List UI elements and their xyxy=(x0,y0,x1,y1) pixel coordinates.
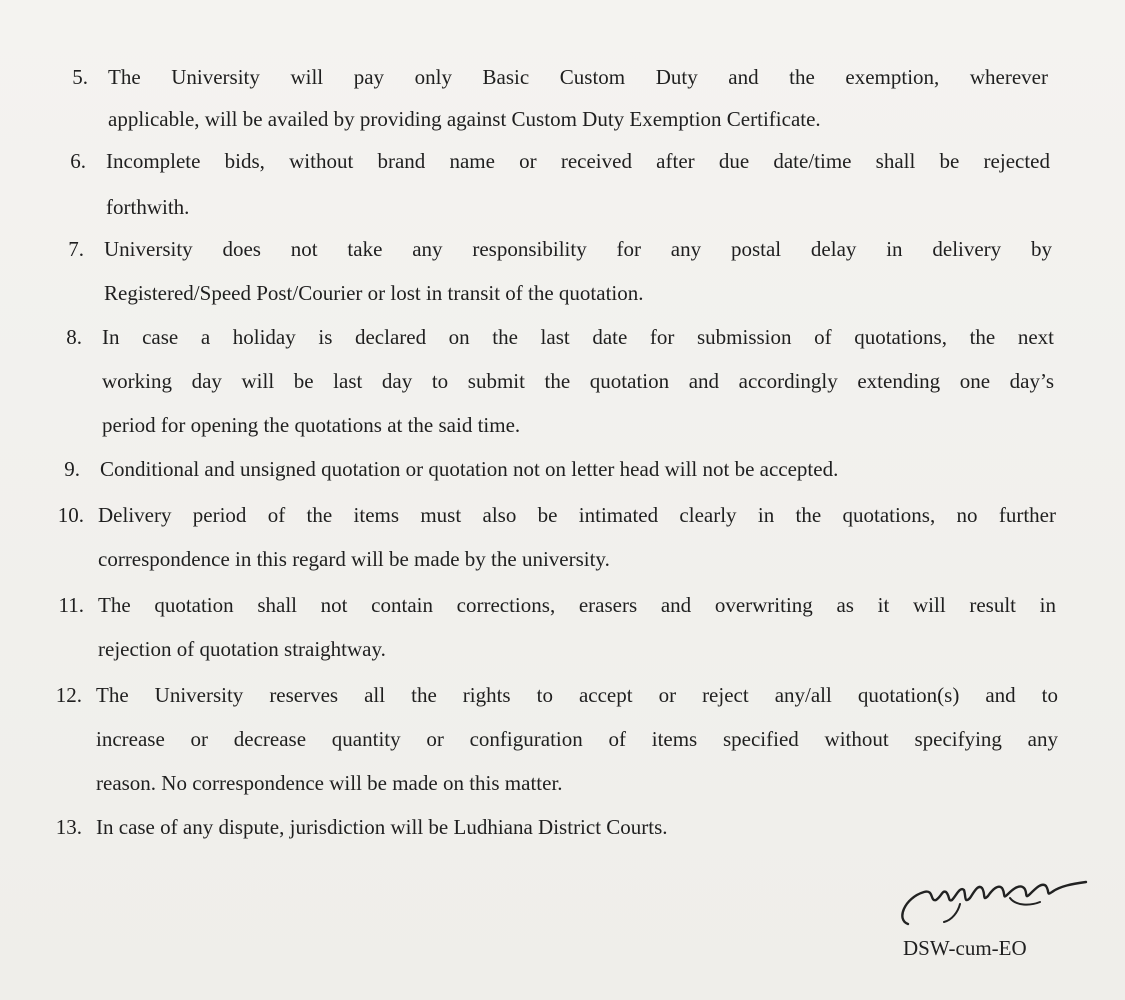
item-text-line: University does not take any responsibility for any postal delay in delivery by xyxy=(104,237,1052,261)
item-number: 10. xyxy=(57,503,84,527)
item-text-line: The quotation shall not contain corrections, erasers and overwriting as it will result in xyxy=(98,593,1056,617)
item-number: 7. xyxy=(68,237,84,261)
item-text-line: Incomplete bids, without brand name or received after due date/time shall be rejected xyxy=(106,149,1050,173)
item-text-line: period for opening the quotations at the said time. xyxy=(102,413,521,437)
item-text-line: correspondence in this regard will be made by the university. xyxy=(98,547,610,571)
item-text-line: Delivery period of the items must also be intimated clearly in the quotations, no further xyxy=(98,503,1056,527)
item-number: 5. xyxy=(72,65,88,89)
item-number: 9. xyxy=(64,457,80,481)
item-number: 12. xyxy=(55,683,82,707)
item-text-line: increase or decrease quantity or configuration of items specified without specifying any xyxy=(96,727,1058,751)
item-text-line: Registered/Speed Post/Courier or lost in transit of the quotation. xyxy=(104,281,644,305)
item-number: 6. xyxy=(70,149,86,173)
item-text-line: The University will pay only Basic Custom Duty and the exemption, wherever xyxy=(108,65,1048,89)
item-number: 11. xyxy=(58,593,84,617)
item-text-line: applicable, will be availed by providing against Custom Duty Exemption Certificate. xyxy=(108,107,821,131)
item-text-line: forthwith. xyxy=(106,195,190,219)
item-text-line: In case of any dispute, jurisdiction will be Ludhiana District Courts. xyxy=(96,815,668,839)
item-text-line: In case a holiday is declared on the last date for submission of quotations, the next xyxy=(102,325,1054,349)
signatory-designation: DSW-cum-EO xyxy=(903,936,1027,960)
item-text-line: reason. No correspondence will be made on this matter. xyxy=(96,771,563,795)
item-number: 8. xyxy=(66,325,82,349)
item-text-line: rejection of quotation straightway. xyxy=(98,637,386,661)
item-number: 13. xyxy=(55,815,82,839)
item-text-line: working day will be last day to submit the quotation and accordingly extending one day’s xyxy=(102,369,1054,393)
item-text-line: Conditional and unsigned quotation or quotation not on letter head will not be accepted. xyxy=(100,457,839,481)
item-text-line: The University reserves all the rights to accept or reject any/all quotation(s) and to xyxy=(96,683,1058,707)
